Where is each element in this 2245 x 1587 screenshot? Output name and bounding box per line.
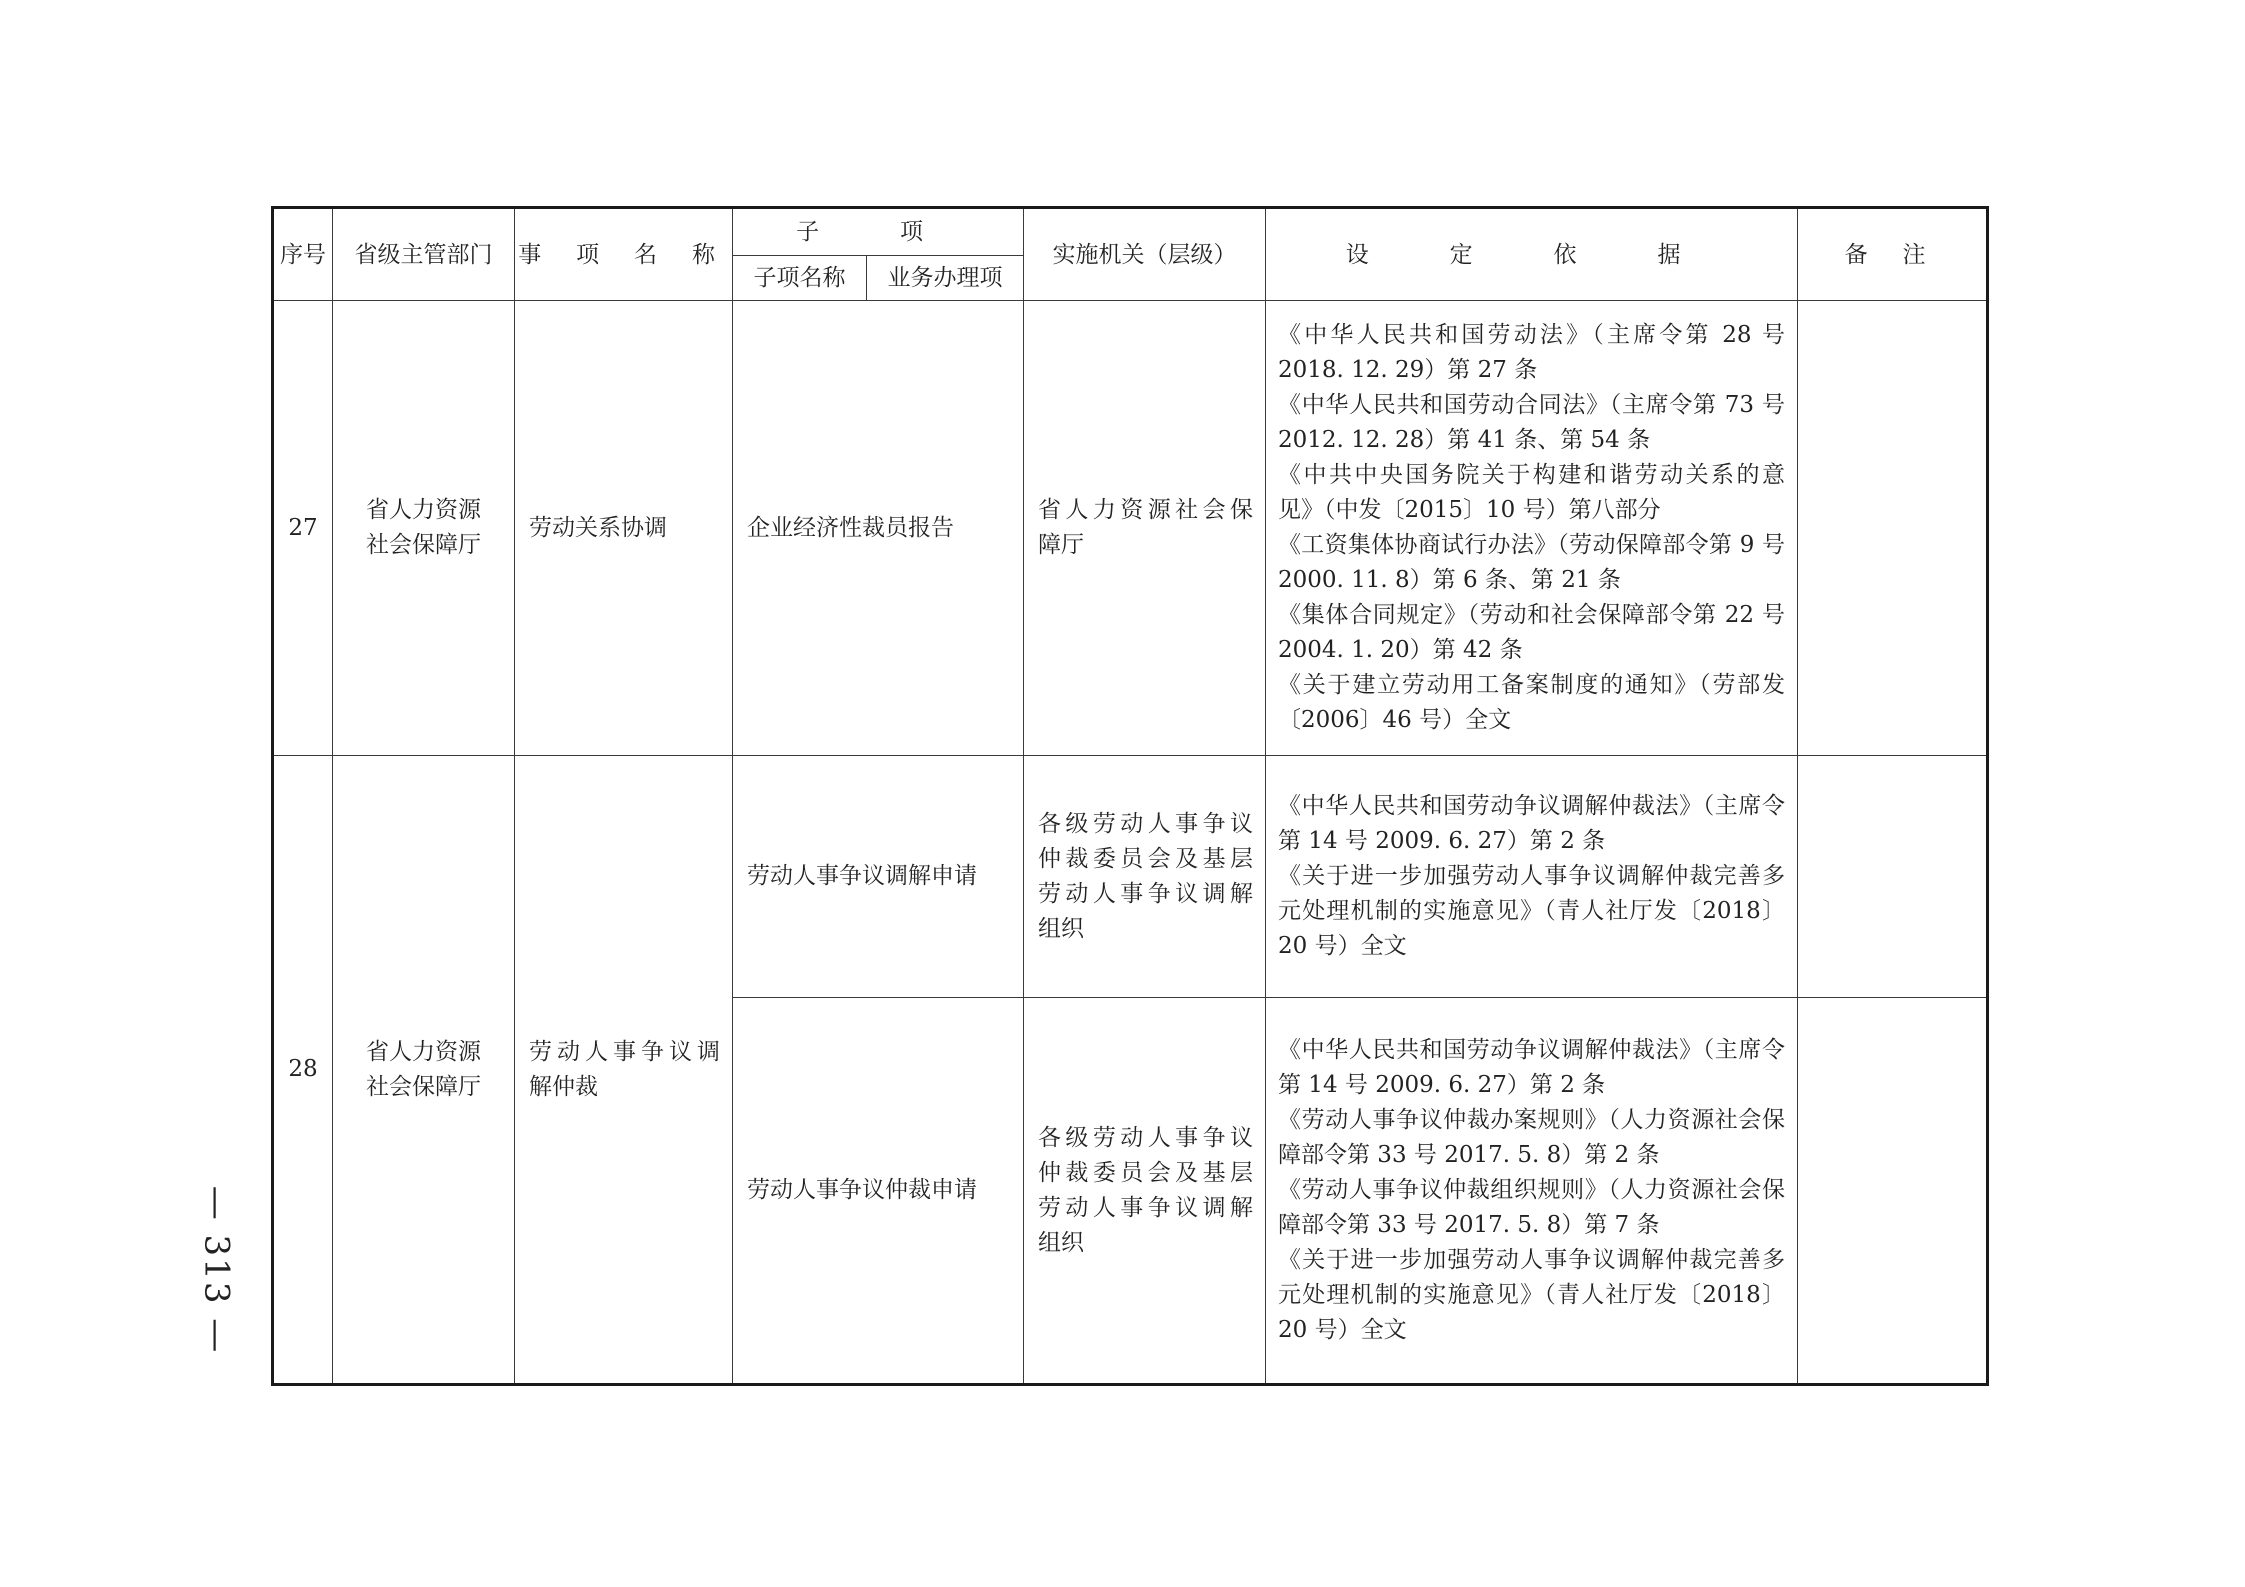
authority-line: 劳动人事争议调解 <box>1038 880 1253 907</box>
row-dept-line: 社会保障厅 <box>366 532 481 558</box>
authority-line: 组织 <box>1038 915 1084 942</box>
authority-line: 各级劳动人事争议 <box>1038 810 1253 837</box>
row-dept-line: 省人力资源 <box>366 1038 481 1065</box>
header-sub-name: 子项名称 <box>733 256 867 301</box>
header-authority: 实施机关（层级） <box>1024 208 1266 301</box>
header-item-name: 事 项 名 称 <box>515 208 733 301</box>
header-remarks: 备 注 <box>1798 208 1988 301</box>
basis-line: 第 14 号 2009. 6. 27）第 2 条 <box>1278 828 1606 854</box>
row-item-name: 劳动关系协调 <box>515 301 733 756</box>
header-sub-business: 业务办理项 <box>867 256 1024 301</box>
basis-line: 20 号）全文 <box>1278 1317 1407 1343</box>
items-table <box>271 206 1989 1386</box>
basis-line: 障部令第 33 号 2017. 5. 8）第 2 条 <box>1278 1142 1660 1168</box>
row-remarks <box>1798 301 1988 756</box>
authority-line: 仲裁委员会及基层 <box>1038 845 1253 872</box>
header-basis: 设 定 依 据 <box>1266 208 1798 301</box>
row-remarks <box>1798 756 1988 998</box>
row-dept <box>333 756 515 1385</box>
row-remarks <box>1798 998 1988 1385</box>
basis-line: 〔2006〕46 号）全文 <box>1278 707 1512 733</box>
basis-line: 2012. 12. 28）第 41 条、第 54 条 <box>1278 427 1651 453</box>
basis-line: 《关于进一步加强劳动人事争议调解仲裁完善多 <box>1278 1247 1785 1273</box>
basis-line: 元处理机制的实施意见》（青人社厅发〔2018〕 <box>1278 898 1785 924</box>
row-seq: 27 <box>273 301 333 756</box>
page-number-text: — 313 — <box>196 1185 237 1355</box>
basis-line: 《中华人民共和国劳动争议调解仲裁法》（主席令 <box>1278 793 1785 819</box>
table-row <box>273 756 1988 998</box>
header-dept: 省级主管部门 <box>333 208 515 301</box>
basis-line: 《劳动人事争议仲裁组织规则》（人力资源社会保 <box>1278 1177 1785 1203</box>
header-seq: 序号 <box>273 208 333 301</box>
row-dept-line: 社会保障厅 <box>366 1073 481 1100</box>
item-name-line: 劳动人事争议调 <box>529 1038 720 1065</box>
authority-line: 各级劳动人事争议 <box>1038 1124 1253 1151</box>
basis-line: 第 14 号 2009. 6. 27）第 2 条 <box>1278 1072 1606 1098</box>
basis-line: 元处理机制的实施意见》（青人社厅发〔2018〕 <box>1278 1282 1785 1308</box>
row-authority <box>1024 998 1266 1385</box>
authority-line: 障厅 <box>1038 532 1084 558</box>
row-basis <box>1266 998 1798 1385</box>
page-number <box>188 1180 244 1360</box>
row-dept <box>333 301 515 756</box>
authority-line: 组织 <box>1038 1229 1084 1256</box>
basis-line: 《中华人民共和国劳动合同法》（主席令第 73 号 <box>1278 392 1785 418</box>
basis-line: 见》（中发〔2015〕10 号）第八部分 <box>1278 497 1661 523</box>
row-authority <box>1024 301 1266 756</box>
basis-line: 《工资集体协商试行办法》（劳动保障部令第 9 号 <box>1278 532 1785 558</box>
table-header <box>273 208 1988 301</box>
basis-line: 20 号）全文 <box>1278 933 1407 959</box>
table-row <box>273 301 1988 756</box>
row-basis <box>1266 301 1798 756</box>
basis-line: 《关于进一步加强劳动人事争议调解仲裁完善多 <box>1278 863 1785 889</box>
row-item-name <box>515 756 733 1385</box>
item-name-line: 解仲裁 <box>529 1073 598 1100</box>
basis-line: 《中共中央国务院关于构建和谐劳动关系的意 <box>1278 462 1785 488</box>
header-sub-group: 子 项 <box>733 208 1024 256</box>
basis-line: 《集体合同规定》（劳动和社会保障部令第 22 号 <box>1278 602 1785 628</box>
row-basis <box>1266 756 1798 998</box>
row-dept-line: 省人力资源 <box>366 497 481 523</box>
row-sub-name: 企业经济性裁员报告 <box>733 301 1024 756</box>
authority-line: 仲裁委员会及基层 <box>1038 1159 1253 1186</box>
row-sub-name: 劳动人事争议调解申请 <box>733 756 1024 998</box>
basis-line: 障部令第 33 号 2017. 5. 8）第 7 条 <box>1278 1212 1660 1238</box>
basis-line: 2018. 12. 29）第 27 条 <box>1278 357 1538 383</box>
basis-line: 《中华人民共和国劳动争议调解仲裁法》（主席令 <box>1278 1037 1785 1063</box>
basis-line: 2000. 11. 8）第 6 条、第 21 条 <box>1278 567 1621 593</box>
basis-line: 《关于建立劳动用工备案制度的通知》（劳部发 <box>1278 672 1785 698</box>
row-seq: 28 <box>273 756 333 1385</box>
authority-line: 省人力资源社会保 <box>1038 497 1253 523</box>
basis-line: 2004. 1. 20）第 42 条 <box>1278 637 1523 663</box>
basis-line: 《中华人民共和国劳动法》（主席令第 28 号 <box>1278 322 1785 348</box>
row-sub-name: 劳动人事争议仲裁申请 <box>733 998 1024 1385</box>
basis-line: 《劳动人事争议仲裁办案规则》（人力资源社会保 <box>1278 1107 1785 1133</box>
row-authority <box>1024 756 1266 998</box>
authority-line: 劳动人事争议调解 <box>1038 1194 1253 1221</box>
